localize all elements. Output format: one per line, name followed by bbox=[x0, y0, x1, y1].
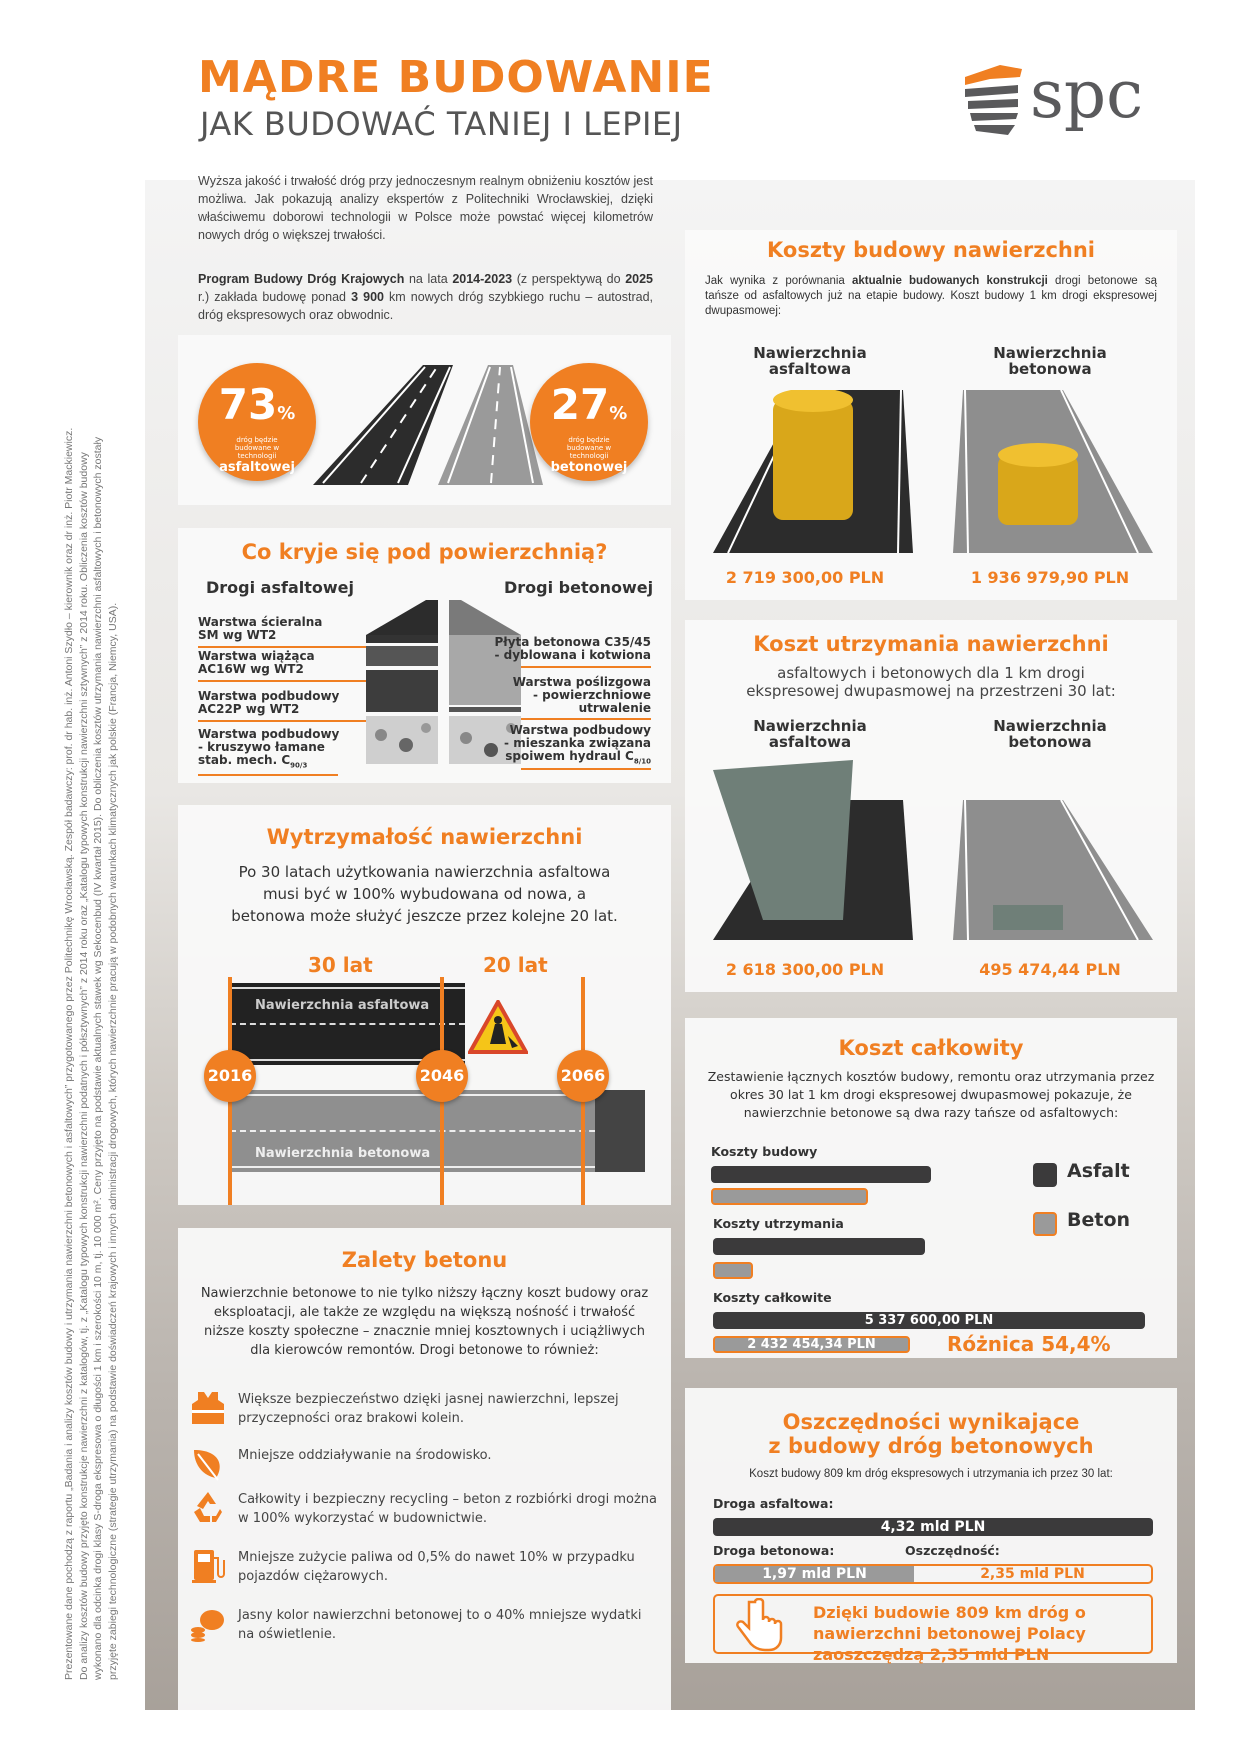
subscript: 90/3 bbox=[290, 761, 308, 770]
advantage-item bbox=[238, 1606, 658, 1644]
asphalt-maintenance-cost: 2 618 300,00 PLN bbox=[725, 960, 885, 979]
leader-line bbox=[521, 768, 651, 770]
layer-spec: utrwalenie bbox=[578, 701, 651, 715]
text: r.) zakłada budowę ponad bbox=[198, 290, 352, 304]
savings-title-line: Oszczędności wynikające bbox=[782, 1410, 1080, 1434]
bar-build-asphalt bbox=[711, 1166, 931, 1183]
span-20-years: 20 lat bbox=[483, 953, 548, 977]
layers-title: Co kryje się pod powierzchnią? bbox=[241, 540, 608, 564]
layer-spec: - kruszywo łamane bbox=[198, 740, 325, 754]
advantage-text: Całkowity i bezpieczny recycling – beton z rozbiórki drogi można w 100% wykorzystać w budownictwie. bbox=[238, 1492, 657, 1526]
logo-text: spc bbox=[1030, 56, 1144, 133]
footnote-line: Prezentowane dane pochodzą z raportu „Badania i analizy kosztów budowy i utrzymania nawierzchni betonowych i asfaltowych” przygotowanego przez Politechnikę Wrocławską. Zespół badawczy: prof. dr hab. inż. Antoni Szydło – kierownik oraz dr inż. Piotr Mackiewicz. bbox=[63, 427, 75, 1680]
saving-label: Oszczędność: bbox=[905, 1543, 1000, 1558]
concrete-heading: Nawierzchnia betonowa bbox=[993, 717, 1107, 751]
asphalt-money-stack bbox=[713, 760, 853, 920]
asphalt-tech-label: asfaltowej bbox=[219, 460, 295, 475]
layer-label bbox=[198, 616, 322, 642]
asphalt-build-cost: 2 719 300,00 PLN bbox=[725, 568, 885, 587]
savings-split-bar bbox=[713, 1564, 1153, 1584]
footnote-line: Do analizy kosztów budowy przyjęto konstrukcje nawierzchni z katalogów, tj. z „Katalogu typowych konstrukcji nawierzchni podatnych i półsztywnych” z 2014 roku oraz „Katalogu typowych konstrukcji nawierzchni sztywnych” z 2014 roku. Obliczenia kosztów budowy bbox=[77, 452, 90, 1680]
concrete-share-circle bbox=[530, 363, 648, 481]
advantage-text: Mniejsze oddziaływanie na środowisko. bbox=[238, 1448, 492, 1463]
percent-sign: % bbox=[277, 403, 296, 424]
safety-vest-icon bbox=[190, 1390, 226, 1426]
advantages-card bbox=[178, 1228, 671, 1710]
durability-text: Po 30 latach użytkowania nawierzchnia asfaltowa musi być w 100% wybudowana od nowa, a betonowa może służyć jeszcze przez kolejne 20 lat. bbox=[231, 863, 618, 925]
leader-line bbox=[198, 720, 366, 722]
asphalt-share-circle bbox=[198, 363, 316, 481]
layer-label bbox=[494, 636, 651, 662]
build-cost-card bbox=[685, 230, 1177, 600]
text: Jak wynika z porównania bbox=[705, 275, 852, 287]
footnote-line: wykonano dla odcinka drogi klasy S-droga ekspresowa o długości 1 km i szerokości 10 m, tj. 10 000 m². Ceny przyjęto na podstawie aktualnych stawek wg Sekocenbud (IV kwartał 2015). Do obliczenia kosztów utrzymania nawierzchni asfaltowych i betonowych zostały bbox=[92, 436, 104, 1680]
legend-concrete-label: Beton bbox=[1067, 1209, 1131, 1231]
share-caption: dróg będzie budowane w technologii bbox=[566, 436, 612, 460]
advantage-item bbox=[238, 1390, 658, 1428]
layer-label bbox=[198, 690, 339, 716]
build-cost-title: Koszty budowy nawierzchni bbox=[766, 238, 1096, 262]
savings-text: Koszt budowy 809 km dróg ekspresowych i utrzymania ich przez 30 lat: bbox=[749, 1468, 1113, 1480]
concrete-column-heading: Drogi betonowej bbox=[504, 578, 654, 597]
durability-title: Wytrzymałość nawierzchni bbox=[266, 825, 583, 849]
build-costs-label: Koszty budowy bbox=[711, 1144, 818, 1159]
concrete-road-cost-bar: 1,97 mld PLN bbox=[715, 1566, 914, 1582]
asphalt-column-heading: Drogi asfaltowej bbox=[206, 578, 354, 597]
recycle-icon bbox=[190, 1490, 226, 1526]
total-cost-text: Zestawienie łącznych kosztów budowy, remontu oraz utrzymania przez okres 30 lat 1 km drogi ekspresowej dwupasmowej pokazuje, że nawierzchnie betonowe są dwa razy tańsze od asfaltowych: bbox=[707, 1069, 1155, 1120]
layer-spec: AC16W wg WT2 bbox=[198, 662, 304, 676]
hand-pointer-icon bbox=[735, 1598, 785, 1652]
logo-stripes-icon bbox=[960, 55, 1030, 140]
asphalt-road-cost-bar: 4,32 mld PLN bbox=[713, 1518, 1153, 1536]
layers-card bbox=[178, 528, 671, 783]
advantages-title: Zalety betonu bbox=[341, 1248, 508, 1272]
bar-total-concrete: 2 432 454,34 PLN bbox=[713, 1336, 910, 1353]
layer-label bbox=[513, 676, 651, 715]
savings-callout-box bbox=[713, 1594, 1153, 1664]
intro-paragraph: Wyższa jakość i trwałość dróg przy jednoczesnym realnym obniżeniu kosztów jest możliwa. Jak pokazują analizy ekspertów z Politechniki Wrocławskiej, dzięki właściwemu doborowi technologii w Polsce może powstać więcej kilometrów nowych dróg o większej trwałości. bbox=[198, 174, 653, 242]
advantage-text: Większe bezpieczeństwo dzięki jasnej nawierzchni, lepszej przyczepności oraz brakowi kolein. bbox=[238, 1392, 619, 1426]
layer-spec: stab. mech. C bbox=[198, 753, 291, 767]
concrete-bar-label: Nawierzchnia betonowa bbox=[255, 1146, 431, 1161]
leader-line bbox=[198, 680, 366, 682]
technology-share-card bbox=[178, 335, 671, 505]
text: drogi betonowe są tańsze od asfaltowych już na etapie budowy. Koszt budowy 1 km drogi ekspresowej dwupasmowej: bbox=[705, 275, 1158, 317]
text: km nowych dróg szybkiego ruchu – autostrad, dróg ekspresowych oraz obwodnic. bbox=[198, 290, 653, 322]
legend-asphalt-label: Asfalt bbox=[1067, 1160, 1130, 1182]
concrete-share-value: 27 bbox=[550, 380, 610, 429]
concrete-money-stack bbox=[993, 905, 1063, 930]
bar-maintenance-concrete bbox=[713, 1262, 753, 1279]
concrete-build-cost: 1 936 979,90 PLN bbox=[970, 568, 1130, 587]
asphalt-heading: Nawierzchnia asfaltowa bbox=[753, 344, 867, 378]
page-subtitle: JAK BUDOWAĆ TANIEJ I LEPIEJ bbox=[200, 105, 683, 143]
year: 2025 bbox=[625, 272, 653, 286]
advantage-item bbox=[238, 1490, 658, 1528]
text: na lata bbox=[404, 272, 453, 286]
advantage-text: Jasny kolor nawierzchni betonowej to o 40% mniejsze wydatki na oświetlenie. bbox=[238, 1608, 642, 1642]
year-2066-badge: 2066 bbox=[557, 1050, 609, 1102]
leader-line bbox=[198, 774, 338, 776]
year-2046-badge: 2046 bbox=[416, 1050, 468, 1102]
layer-name: Warstwa poślizgowa bbox=[512, 675, 651, 689]
share-caption: dróg będzie budowane w technologii bbox=[234, 436, 280, 460]
layer-name: Warstwa wiążąca bbox=[198, 649, 315, 663]
layers-cross-section-illustration bbox=[366, 600, 521, 765]
difference-label: Różnica 54,4% bbox=[947, 1332, 1111, 1356]
layer-label bbox=[198, 728, 339, 772]
advantage-item bbox=[238, 1446, 658, 1465]
footnote-line: przyjęte zabiegi technologiczne (strategie utrzymania) na podstawie doświadczeń krajowych i innych administracji drogowych, których nawierzchnie pracują w podobnych warunkach klimatycznych jak polskie (Francja, Niemcy, USA). bbox=[106, 602, 119, 1680]
road-works-sign-icon bbox=[468, 1000, 528, 1054]
total-costs-label: Koszty całkowite bbox=[713, 1290, 832, 1305]
layer-spec: spoiwem hydraul C bbox=[505, 749, 634, 763]
leader-line bbox=[521, 718, 651, 720]
layer-name: Warstwa podbudowy bbox=[509, 723, 651, 737]
total-cost-card bbox=[685, 1018, 1177, 1358]
savings-title bbox=[685, 1410, 1177, 1458]
legend-asphalt-swatch bbox=[1033, 1163, 1057, 1187]
layer-label bbox=[504, 724, 651, 768]
money-stacks-illustration bbox=[713, 760, 1153, 940]
year-2016-badge: 2016 bbox=[204, 1050, 256, 1102]
fuel-pump-icon bbox=[190, 1548, 226, 1584]
emphasis: aktualnie budowanych konstrukcji bbox=[852, 275, 1048, 287]
coin-stacks-illustration bbox=[713, 390, 1153, 553]
km-count: 3 900 bbox=[351, 290, 384, 304]
savings-callout-text: Dzięki budowie 809 km dróg o nawierzchni betonowej Polacy zaoszczędzą 2,35 mld PLN bbox=[813, 1603, 1086, 1664]
legend-concrete-swatch bbox=[1033, 1212, 1057, 1236]
asphalt-share-value: 73 bbox=[218, 380, 278, 429]
build-cost-text bbox=[705, 274, 1157, 319]
layer-name: Warstwa podbudowy bbox=[198, 727, 340, 741]
intro-program-paragraph bbox=[198, 270, 653, 324]
concrete-tech-label: betonowej bbox=[550, 460, 628, 475]
page-title: MĄDRE BUDOWANIE bbox=[198, 52, 714, 103]
bar-maintenance-asphalt bbox=[713, 1238, 925, 1255]
maintenance-title: Koszt utrzymania nawierzchni bbox=[753, 632, 1109, 656]
layer-spec: - dyblowana i kotwiona bbox=[494, 648, 651, 662]
bar-total-asphalt: 5 337 600,00 PLN bbox=[713, 1312, 1145, 1329]
maintenance-text: asfaltowych i betonowych dla 1 km drogi ekspresowej dwupasmowej na przestrzeni 30 lat: bbox=[746, 664, 1116, 700]
total-cost-title: Koszt całkowity bbox=[838, 1036, 1024, 1060]
intro-text bbox=[198, 172, 653, 350]
percent-sign: % bbox=[609, 403, 628, 424]
asphalt-heading: Nawierzchnia asfaltowa bbox=[753, 717, 867, 751]
spc-logo bbox=[960, 55, 1170, 145]
concrete-road-label: Droga betonowa: bbox=[713, 1543, 835, 1558]
footnote bbox=[62, 200, 120, 1680]
concrete-maintenance-cost: 495 474,44 PLN bbox=[979, 960, 1121, 979]
program-name: Program Budowy Dróg Krajowych bbox=[198, 272, 405, 286]
layer-name: Płyta betonowa C35/45 bbox=[494, 635, 651, 649]
asphalt-road-label: Droga asfaltowa: bbox=[713, 1496, 834, 1511]
advantages-intro: Nawierzchnie betonowe to nie tylko niższy łączny koszt budowy oraz eksploatacji, ale także ze względu na większą nośność i trwałość niższe koszty społeczne – znacznie mniej kosztownych i uciążliwych dla kierowców remontów. Drogi betonowe to również: bbox=[200, 1286, 649, 1358]
layer-name: Warstwa podbudowy bbox=[198, 689, 340, 703]
text: (z perspektywą do bbox=[512, 272, 626, 286]
asphalt-coin-stack bbox=[773, 400, 853, 520]
layer-spec: - mieszanka związana bbox=[504, 736, 651, 750]
advantage-text: Mniejsze zużycie paliwa od 0,5% do nawet 10% w przypadku pojazdów ciężarowych. bbox=[238, 1550, 635, 1584]
span-30-years: 30 lat bbox=[308, 953, 373, 977]
savings-title-line: z budowy dróg betonowych bbox=[768, 1434, 1094, 1458]
two-roads-illustration bbox=[313, 365, 543, 485]
maintenance-costs-label: Koszty utrzymania bbox=[713, 1216, 844, 1231]
savings-card bbox=[685, 1388, 1177, 1663]
bar-build-concrete bbox=[711, 1188, 868, 1205]
maintenance-cost-card bbox=[685, 620, 1177, 992]
piggy-bank-icon bbox=[190, 1606, 226, 1642]
durability-card bbox=[178, 805, 671, 1205]
advantage-item bbox=[238, 1548, 658, 1586]
saving-value: 2,35 mld PLN bbox=[980, 1566, 1085, 1582]
leader-line bbox=[198, 646, 366, 648]
period: 2014-2023 bbox=[452, 272, 513, 286]
asphalt-bar-label: Nawierzchnia asfaltowa bbox=[255, 998, 430, 1013]
subscript: 8/10 bbox=[633, 757, 651, 766]
layer-label bbox=[198, 650, 315, 676]
layer-spec: SM wg WT2 bbox=[198, 628, 277, 642]
layer-name: Warstwa ścieralna bbox=[198, 615, 323, 629]
layer-spec: AC22P wg WT2 bbox=[198, 702, 300, 716]
leaf-icon bbox=[190, 1446, 226, 1482]
concrete-heading: Nawierzchnia betonowa bbox=[993, 344, 1107, 378]
layer-spec: - powierzchniowe bbox=[532, 688, 651, 702]
leader-line bbox=[521, 666, 651, 668]
